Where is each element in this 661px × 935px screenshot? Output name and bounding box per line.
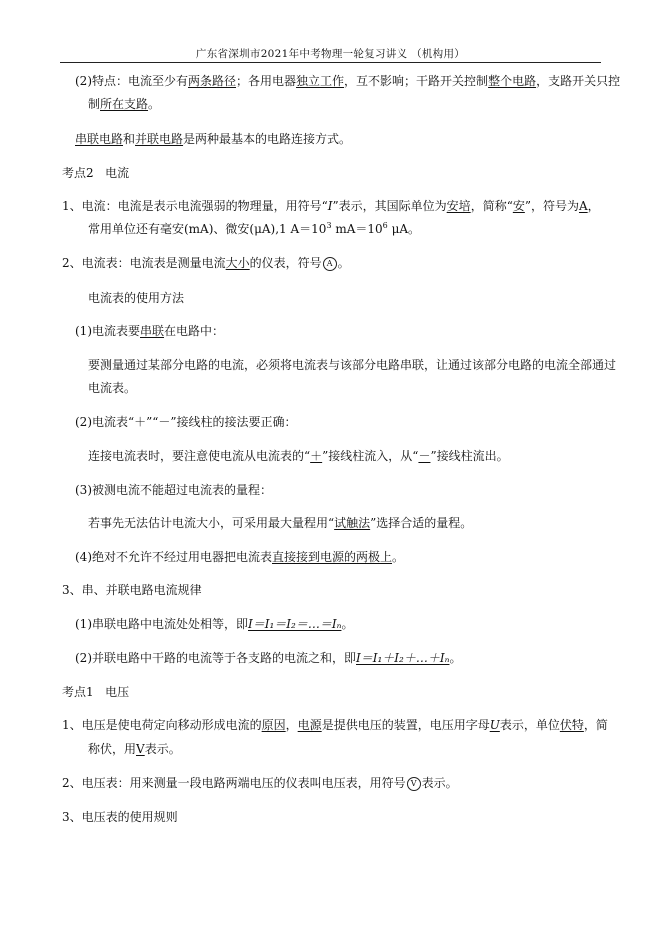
voltage-definition-line2: 称伏，用V表示。 xyxy=(88,742,181,756)
ammeter-rule1-line2: 电流表。 xyxy=(88,381,137,395)
voltmeter-definition: 2、电压表：用来测量一段电路两端电压的仪表叫电压表，用符号 V 表示。 xyxy=(62,776,458,790)
parallel-current-law: (2)并联电路中干路的电流等于各支路的电流之和，即I＝I₁＋I₂＋…＋Iₙ。 xyxy=(75,651,462,665)
ammeter-rule2-body: 连接电流表时，要注意使电流从电流表的“＋”接线柱流入，从“－”接线柱流出。 xyxy=(88,449,509,463)
header-rule xyxy=(60,62,601,63)
series-current-law: (1)串联电路中电流处处相等，即I＝I₁＝I₂＝…＝Iₙ。 xyxy=(75,617,354,631)
ammeter-definition: 2、电流表：电流表是测量电流大小的仪表，符号 A 。 xyxy=(62,256,350,270)
ammeter-symbol-icon: A xyxy=(323,257,337,271)
ammeter-rule2-title: (2)电流表“＋”“－”接线柱的接法要正确： xyxy=(75,415,297,429)
ammeter-rule1-title: (1)电流表要串联在电路中： xyxy=(75,324,225,338)
ammeter-rule3-title: (3)被测电流不能超过电流表的量程： xyxy=(75,483,272,497)
section-heading-voltage: 考点1 电压 xyxy=(62,685,130,699)
ammeter-rule3-body: 若事先无法估计电流大小，可采用最大量程用“试触法”选择合适的量程。 xyxy=(88,516,473,530)
ammeter-usage-heading: 电流表的使用方法 xyxy=(88,291,185,305)
ammeter-rule1-line1: 要测量通过某部分电路的电流，必须将电流表与该部分电路串联，让通过该部分电路的电流全部通过 xyxy=(88,358,617,372)
ammeter-rule4: (4)绝对不允许不经过用电器把电流表直接接到电源的两极上。 xyxy=(75,550,405,564)
current-law-heading: 3、串、并联电路电流规律 xyxy=(62,583,202,597)
voltmeter-symbol-icon: V xyxy=(407,777,421,791)
current-definition-line2: 常用单位还有毫安(mA)、微安(μA),1 $A=10^3$ $mA=10^6$ μA。 xyxy=(88,221,421,236)
current-definition-line1: 1、电流：电流是表示电流强弱的物理量，用符号“I”表示，其国际单位为安培，简称“安”，符号为A， xyxy=(62,199,600,213)
page-header: 广东省深圳市2021年中考物理一轮复习讲义 （机构用） xyxy=(195,48,466,60)
voltmeter-rules-heading: 3、电压表的使用规则 xyxy=(62,810,178,824)
parallel-feature-line2: 制所在支路。 xyxy=(88,97,161,111)
section-heading-current: 考点2 电流 xyxy=(62,166,130,180)
parallel-feature-line1: (2)特点：电流至少有两条路径；各用电器独立工作，互不影响；干路开关控制整个电路，支路开关只控 xyxy=(75,74,621,88)
voltage-definition-line1: 1、电压是使电荷定向移动形成电流的原因，电源是提供电压的装置，电压用字母U表示，单位伏特，简 xyxy=(62,718,608,732)
summary-line: 串联电路和并联电路是两种最基本的电路连接方式。 xyxy=(75,132,352,146)
